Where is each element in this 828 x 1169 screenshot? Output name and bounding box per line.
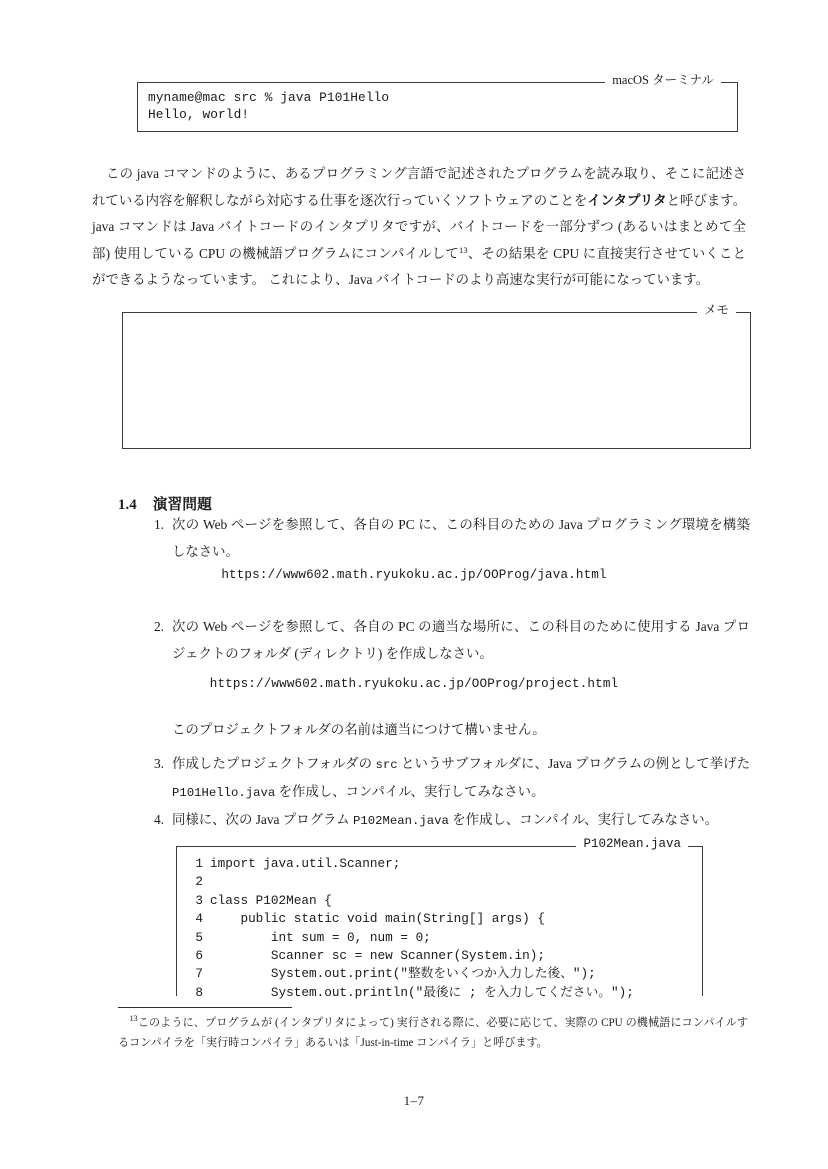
intro-paragraph (92, 161, 746, 294)
exercise-4-text-after: を作成し、コンパイル、実行してみなさい。 (448, 812, 719, 827)
code-line (189, 910, 702, 928)
code-line-number: 5 (195, 929, 203, 945)
section-title: 演習問題 (152, 497, 213, 514)
code-line (189, 892, 702, 910)
exercise-text-3 (172, 751, 750, 806)
code-line-number: 2 (195, 874, 203, 890)
code-line (189, 855, 702, 873)
memo-box-caption: メモ (697, 304, 736, 317)
exercise-item-2 (138, 614, 750, 667)
section-number: 1.4 (118, 497, 137, 514)
code-line-number: 4 (195, 911, 203, 927)
exercise-item-1 (138, 512, 750, 565)
footnote-separator-rule (118, 1007, 292, 1008)
exercise-4-code-filename: P102Mean.java (353, 814, 449, 828)
url-java-page[interactable]: https://www602.math.ryukoku.ac.jp/OOProg/java.html (221, 568, 607, 582)
exercise-3-code-filename: P101Hello.java (172, 785, 276, 800)
page-number: 1–7 (403, 1093, 425, 1108)
terminal-line-output: Hello, world! (148, 106, 250, 122)
exercise-4-text-before: 同様に、次の Java プログラム (172, 812, 353, 827)
code-listing-box (176, 837, 703, 1000)
exercise-text-2: 次の Web ページを参照して、各自の PC の適当な場所に、この科目のために使用する Java プロジェクトのフォルダ (ディレクトリ) を作成しなさい。 (172, 619, 750, 661)
url-project-page[interactable]: https://www602.math.ryukoku.ac.jp/OOProg/project.html (209, 677, 619, 691)
code-line (189, 873, 702, 891)
code-line-number: 1 (195, 856, 203, 871)
code-line (189, 984, 702, 1002)
terminal-box-caption: macOS ターミナル (605, 74, 721, 87)
intro-paragraph-part2: と呼びます。java コマンドは Java バイトコードのインタプリタですが、バイトコードを一部分ずつ (あるいはまとめて全部) 使用している CPU の機械語プログラムにコンパイルして (92, 192, 746, 261)
code-line-text: public static void main(String[] args) { (210, 911, 546, 927)
exercise-item-3 (138, 751, 750, 806)
code-line-number: 7 (195, 966, 203, 982)
exercise-3-code-src: src (375, 758, 398, 772)
exercise-3-text-before: 作成したプロジェクトフォルダの (172, 756, 376, 771)
code-line-text: import java.util.Scanner; (210, 856, 401, 871)
code-line-text: int sum = 0, num = 0; (210, 929, 431, 945)
code-listing-caption: P102Mean.java (576, 838, 688, 851)
exercise-3-text-after: を作成し、コンパイル、実行してみなさい。 (275, 783, 545, 799)
code-line (189, 947, 702, 965)
code-line-text: class P102Mean { (210, 892, 332, 908)
exercise-item-4 (138, 807, 750, 835)
code-line-text: System.out.print("整数をいくつか入力した後、"); (210, 966, 596, 982)
code-line-number: 6 (195, 948, 203, 964)
section-heading (118, 493, 212, 514)
code-line-number: 3 (195, 892, 203, 908)
footnote-marker: 13 (129, 1014, 138, 1023)
memo-box[interactable] (122, 303, 751, 449)
terminal-line-command: myname@mac src % java P101Hello (148, 90, 390, 105)
exercise-number-4: 4. (153, 812, 164, 827)
code-line (189, 965, 702, 983)
exercise-number-2: 2. (153, 619, 164, 634)
exercise-number-1: 1. (153, 517, 164, 532)
footnote-13 (118, 1013, 748, 1053)
code-line-number: 8 (195, 984, 203, 1000)
code-line-text: System.out.println("最後に ; を入力してください。"); (210, 984, 634, 1000)
footnote-reference-13: 13 (459, 244, 468, 255)
exercise-text-1: 次の Web ページを参照して、各自の PC に、この科目のための Java プログラミング環境を構築しなさい。 (172, 517, 750, 559)
intro-paragraph-bold-term: インタプリタ (587, 192, 667, 208)
code-line (189, 929, 702, 947)
exercise-3-text-mid: というサブフォルダに、Java プログラムの例として挙げた (397, 756, 750, 771)
exercise-number-3: 3. (153, 756, 164, 771)
code-line-text: Scanner sc = new Scanner(System.in); (210, 948, 546, 964)
footnote-text: このように、プログラムが (インタプリタによって) 実行される際に、必要に応じて、実際の CPU の機械語にコンパイルするコンパイラを「実行時コンパイラ」あるいは「Just-in-time コンパイラ」と呼びます。 (118, 1017, 748, 1049)
intro-paragraph-part3: 、その結果を CPU に直接実行させていくことができるようなっています。 これにより、Java バイトコードのより高速な実行が可能になっています。 (92, 245, 746, 288)
intro-paragraph-part1: この java コマンドのように、あるプログラミング言語で記述されたプログラムを読み取り、そこに記述されている内容を解釈しながら対応する仕事を逐次行っていくソフトウェアのことを (92, 166, 746, 208)
exercise-text-4 (172, 807, 750, 835)
note-project-folder-name: このプロジェクトフォルダの名前は適当につけて構いません。 (172, 722, 546, 737)
terminal-transcript-box (137, 73, 738, 132)
